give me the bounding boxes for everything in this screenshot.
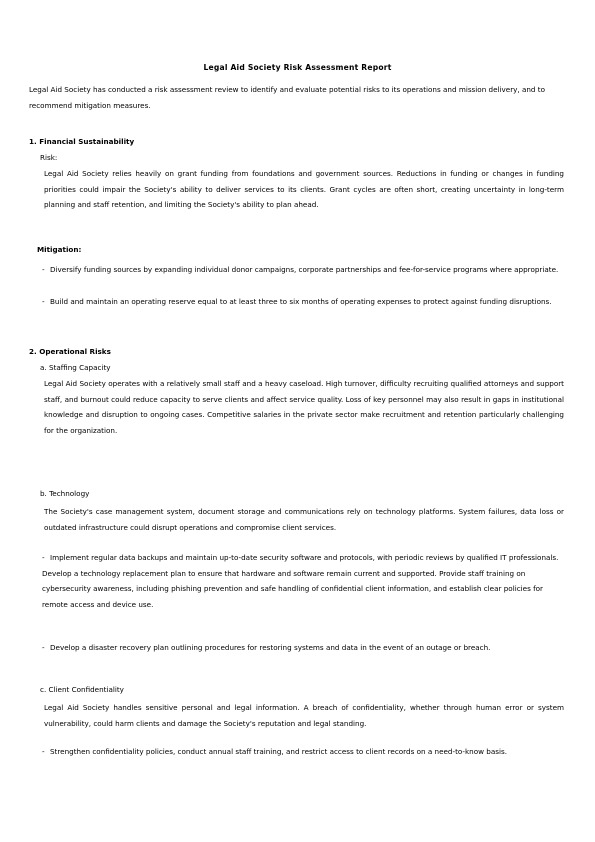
- section-1-risk-paragraph: Legal Aid Society relies heavily on grant funding from foundations and government sources. Reductions in funding or changes in funding priorities could impair the Society's ability to deliver services to its clients. Grant cycles are often short, creating uncertainty in long-term planning and staff retention, and limiting the Society's ability to plan ahead.: [44, 169, 564, 210]
- bullet-marker: -: [42, 297, 45, 306]
- document-title: Legal Aid Society Risk Assessment Report: [203, 63, 392, 72]
- intro-paragraph: Legal Aid Society has conducted a risk assessment review to identify and evaluate potential risks to its operations and mission delivery, and to recommend mitigation measures.: [29, 85, 545, 110]
- section-2b-bullet-1: [42, 550, 562, 612]
- section-2a-heading: a. Staffing Capacity: [40, 363, 111, 372]
- section-2b-paragraph: The Society's case management system, document storage and communications rely on technology platforms. System failures, data loss or outdated infrastructure could disrupt operations and compromise client services.: [44, 507, 564, 532]
- section-2c-heading: c. Client Confidentiality: [40, 685, 124, 694]
- bullet-text: Strengthen confidentiality policies, conduct annual staff training, and restrict access to client records on a need-to-know basis.: [50, 747, 508, 756]
- bullet-text: Build and maintain an operating reserve equal to at least three to six months of operating expenses to protect against funding disruptions.: [50, 297, 552, 306]
- section-2a-paragraph: Legal Aid Society operates with a relatively small staff and a heavy caseload. High turnover, difficulty recruiting qualified attorneys and support staff, and burnout could reduce capacity to serve clients and affect service quality. Loss of key personnel may also result in gaps in institutional knowledge and disruption to ongoing cases. Competitive salaries in the private sector make recruitment and retention particularly challenging for the organization.: [44, 379, 564, 435]
- section-1-mitigation-heading: Mitigation:: [37, 245, 82, 254]
- section-2b-heading: b. Technology: [40, 489, 90, 498]
- bullet-text: Diversify funding sources by expanding individual donor campaigns, corporate partnerships and fee-for-service programs where appropriate.: [50, 265, 559, 274]
- section-2c-bullet-1: [42, 744, 562, 760]
- bullet-marker: -: [42, 643, 45, 652]
- section-1-bullet-2: [42, 294, 562, 310]
- bullet-marker: -: [42, 553, 45, 562]
- section-1-risk-label: Risk:: [40, 153, 58, 162]
- section-2b-bullet-2: [42, 640, 562, 656]
- section-1-bullet-1: [42, 262, 562, 278]
- section-1-heading: 1. Financial Sustainability: [29, 137, 135, 146]
- bullet-marker: -: [42, 265, 45, 274]
- bullet-text: Implement regular data backups and maintain up-to-date security software and protocols, with periodic reviews by qualified IT professionals. Develop a technology replacement plan to ensure that hardware and software remain current and supported. Provide staff training on cybersecurity awareness, including phishing prevention and safe handling of confidential client information, and establish clear policies for remote access and device use.: [42, 553, 559, 609]
- section-2-heading: 2. Operational Risks: [29, 347, 111, 356]
- bullet-marker: -: [42, 747, 45, 756]
- bullet-text: Develop a disaster recovery plan outlining procedures for restoring systems and data in the event of an outage or breach.: [50, 643, 491, 652]
- section-2c-paragraph: Legal Aid Society handles sensitive personal and legal information. A breach of confidentiality, whether through human error or system vulnerability, could harm clients and damage the Society's reputation and legal standing.: [44, 703, 564, 728]
